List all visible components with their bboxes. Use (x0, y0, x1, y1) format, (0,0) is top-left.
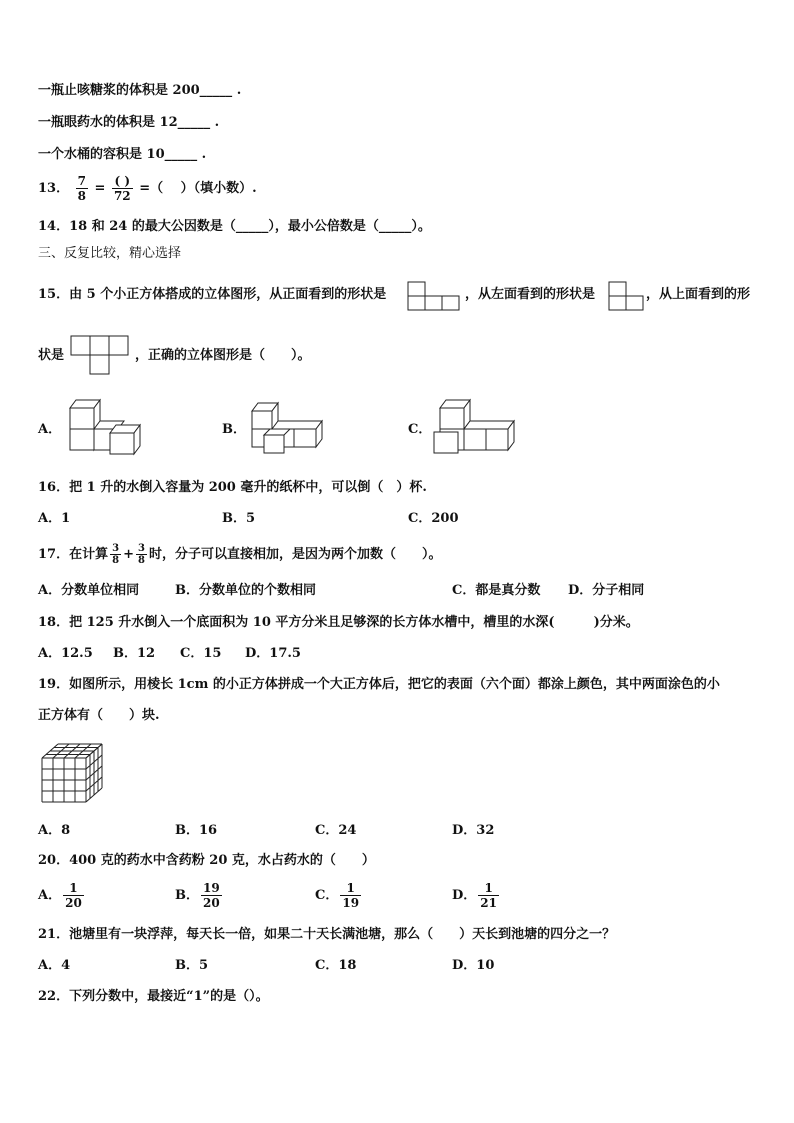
denominator: 20 (203, 896, 220, 910)
question-text: 时，分子可以直接相加，是因为两个加数（ ）。 (148, 547, 442, 562)
denominator: 72 (113, 189, 131, 203)
fraction (340, 881, 361, 910)
option-d[interactable]: D．10 (452, 958, 495, 973)
numerator: 3 (112, 543, 120, 554)
option-label: C． (315, 888, 339, 903)
option-d[interactable]: D．17.5 (245, 646, 301, 661)
option-b[interactable]: B．5 (175, 958, 209, 973)
option-a[interactable] (38, 881, 86, 910)
question-14: 14．18 和 24 的最大公因数是（_____），最小公倍数是（_____）。 (38, 219, 431, 234)
question-15-text-e: ，正确的立体图形是（ ）。 (135, 348, 311, 363)
option-c[interactable]: C．15 (180, 646, 222, 661)
option-a[interactable]: A．1 (38, 511, 71, 526)
left-view-figure (606, 280, 644, 312)
option-b[interactable]: B．12 (113, 646, 156, 661)
option-d[interactable]: D．32 (452, 823, 495, 838)
option-c[interactable]: C．24 (315, 823, 357, 838)
solid-figure-a[interactable] (70, 398, 150, 456)
numerator: 3 (137, 543, 145, 554)
option-a[interactable]: A．4 (38, 958, 71, 973)
question-15-text-d: 状是 (38, 348, 65, 363)
denominator: 8 (77, 189, 86, 203)
equals: = (94, 181, 106, 196)
question-18: 18．把 125 升水倒入一个底面积为 10 平方分米且足够深的长方体水槽中，槽里的水深( )分米。 (38, 615, 639, 630)
option-c[interactable]: C．200 (408, 511, 459, 526)
numerator: 1 (340, 881, 361, 896)
option-d[interactable] (452, 881, 501, 910)
option-c[interactable] (315, 881, 363, 910)
section-heading: 三、反复比较，精心选择 (38, 246, 182, 261)
question-15-text-a: 15．由 5 个小正方体搭成的立体图形，从正面看到的形状是 (38, 287, 387, 302)
option-label: A． (38, 888, 62, 903)
question-17 (38, 543, 441, 566)
text-line-eyedrops: 一瓶眼药水的体积是 12_____ . (38, 115, 220, 130)
numerator: ( ) (112, 174, 133, 189)
option-a[interactable]: A．分数单位相同 (38, 583, 140, 598)
question-19-line-1: 19．如图所示，用棱长 1cm 的小正方体拼成一个大正方体后，把它的表面（六个面）都涂上颜色，其中两面涂色的小 (38, 677, 720, 692)
option-label: B． (175, 888, 199, 903)
option-c[interactable]: C．都是真分数 (452, 583, 541, 598)
option-b[interactable]: B． (222, 422, 246, 437)
front-view-figure (405, 280, 461, 312)
denominator: 21 (480, 896, 497, 910)
text-line-bucket: 一个水桶的容积是 10_____ . (38, 147, 207, 162)
fraction (110, 543, 121, 566)
option-a[interactable]: A．8 (38, 823, 71, 838)
question-13 (38, 174, 257, 203)
numerator: 1 (63, 881, 84, 896)
denominator: 8 (112, 555, 120, 566)
question-15-text-c: ，从上面看到的形 (646, 287, 751, 302)
question-19-line-2: 正方体有（ ）块. (38, 708, 160, 723)
question-20: 20．400 克的药水中含药粉 20 克，水占药水的（ ） (38, 853, 375, 868)
denominator: 20 (65, 896, 82, 910)
question-number: 13． (38, 181, 70, 196)
option-d[interactable]: D．分子相同 (568, 583, 645, 598)
fraction (63, 881, 84, 910)
numerator: 19 (203, 881, 220, 895)
question-15-text-b: ，从左面看到的形状是 (465, 287, 596, 302)
denominator: 8 (137, 555, 145, 566)
question-text: 17．在计算 (38, 547, 109, 562)
top-view-figure (68, 334, 130, 378)
solid-figure-c[interactable] (434, 398, 518, 456)
denominator: 19 (342, 896, 360, 910)
option-c[interactable]: C． (408, 422, 432, 437)
option-b[interactable]: B．5 (222, 511, 256, 526)
question-22: 22．下列分数中，最接近“1”的是（）。 (38, 989, 269, 1004)
numerator: 7 (77, 174, 86, 188)
fraction (201, 881, 222, 910)
option-a[interactable]: A． (38, 422, 62, 437)
fraction (76, 174, 88, 203)
cube-figure (40, 742, 106, 804)
fraction (478, 881, 499, 910)
plus-sign: + (123, 547, 134, 562)
option-b[interactable]: B．16 (175, 823, 218, 838)
option-b[interactable]: B．分数单位的个数相同 (175, 583, 316, 598)
option-b[interactable] (175, 881, 224, 910)
fraction (136, 543, 147, 566)
question-21: 21．池塘里有一块浮萍，每天长一倍，如果二十天长满池塘，那么（ ）天长到池塘的四分之一？ (38, 927, 616, 942)
option-a[interactable]: A．12.5 (38, 646, 93, 661)
fraction (112, 174, 133, 203)
solid-figure-b[interactable] (250, 403, 328, 455)
numerator: 1 (478, 881, 499, 896)
option-label: D． (452, 888, 477, 903)
question-16: 16．把 1 升的水倒入容量为 200 毫升的纸杯中，可以倒（ ）杯. (38, 480, 427, 495)
option-c[interactable]: C．18 (315, 958, 357, 973)
question-tail: =（ ）（填小数）. (139, 181, 257, 196)
text-line-syrup: 一瓶止咳糖浆的体积是 200_____ . (38, 83, 242, 98)
